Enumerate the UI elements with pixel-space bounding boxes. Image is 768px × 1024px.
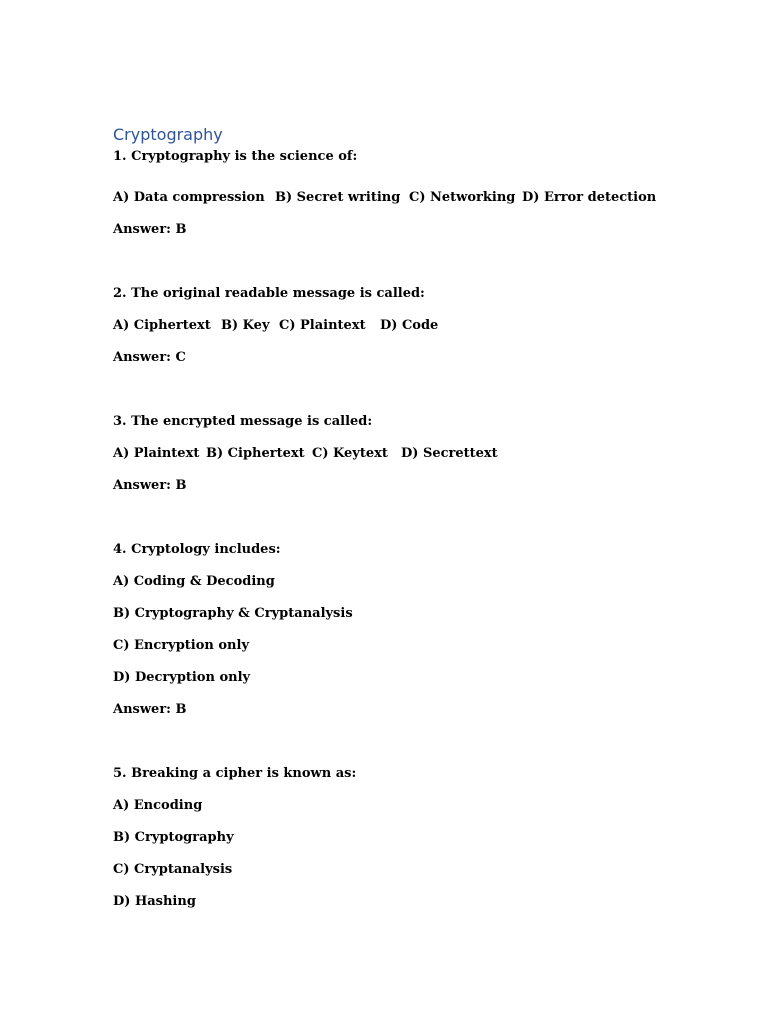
question-text: 2. The original readable message is called: xyxy=(113,286,425,301)
option-d: D) Hashing xyxy=(113,894,196,909)
option-c: C) Networking xyxy=(409,190,516,205)
options-row xyxy=(113,182,733,214)
options-row xyxy=(113,310,733,342)
question-text: 4. Cryptology includes: xyxy=(113,542,281,557)
option-d: D) Decryption only xyxy=(113,670,251,685)
option-c: C) Cryptanalysis xyxy=(113,862,233,877)
question-text: 1. Cryptography is the science of: xyxy=(113,149,358,164)
option-b: B) Cryptography & Cryptanalysis xyxy=(113,606,353,621)
option-c: C) Plaintext xyxy=(279,318,366,333)
option-a: A) Coding & Decoding xyxy=(113,574,275,589)
question-4 xyxy=(113,534,733,726)
option-c: C) Keytext xyxy=(312,446,388,461)
option-a: A) Plaintext xyxy=(113,446,200,461)
option-c: C) Encryption only xyxy=(113,638,249,653)
question-text: 3. The encrypted message is called: xyxy=(113,414,373,429)
option-d: D) Secrettext xyxy=(401,446,498,461)
option-a: A) Encoding xyxy=(113,798,203,813)
options-row xyxy=(113,438,733,470)
document-title: Cryptography xyxy=(113,125,223,144)
question-1 xyxy=(113,150,733,246)
option-a: A) Data compression xyxy=(113,190,265,205)
document-page xyxy=(113,122,733,918)
question-3 xyxy=(113,406,733,502)
question-5 xyxy=(113,758,733,918)
option-b: B) Cryptography xyxy=(113,830,234,845)
option-d: D) Code xyxy=(380,318,439,333)
question-2 xyxy=(113,278,733,374)
option-b: B) Key xyxy=(221,318,270,333)
option-b: B) Ciphertext xyxy=(206,446,305,461)
answer-text: Answer: B xyxy=(113,222,187,237)
answer-text: Answer: B xyxy=(113,478,187,493)
option-b: B) Secret writing xyxy=(275,190,401,205)
option-a: A) Ciphertext xyxy=(113,318,211,333)
answer-text: Answer: C xyxy=(113,350,186,365)
option-d: D) Error detection xyxy=(522,190,657,205)
question-text: 5. Breaking a cipher is known as: xyxy=(113,766,357,781)
answer-text: Answer: B xyxy=(113,702,187,717)
